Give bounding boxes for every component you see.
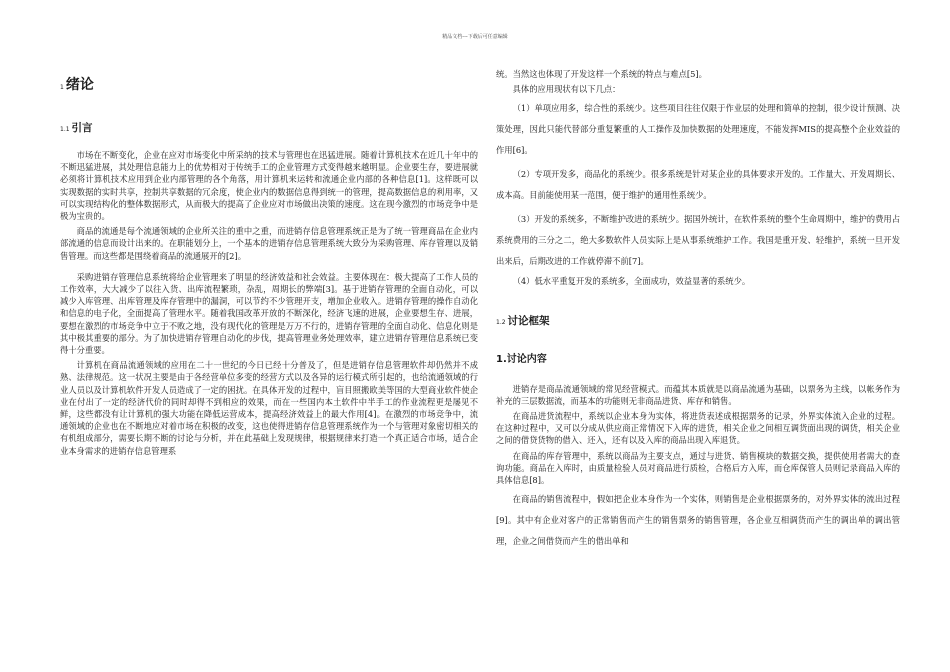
chapter-number: 1	[60, 84, 64, 91]
section-title: 引言	[71, 122, 93, 134]
list-item: （3）开发的系统多，不断维护改进的系统少。据国外统计，在软件系统的整个生命周期中，维护的费用占系统费用的三分之二，绝大多数软件人员实际上是从事系统维护工作。我国是重开发、轻维护，系统一旦开发出来后，后期改进的工作就停滞不前[7]。	[496, 214, 900, 267]
chapter-title: 绪论	[65, 77, 94, 93]
section-number: 1.2	[496, 318, 506, 326]
chapter-heading	[60, 74, 478, 94]
paragraph: 在商品进货流程中，系统以企业本身为实体，将进货表述成根据票务的记录，外界实体流入企业的过程。在这种过程中，又可以分成从供应商正常情况下入库的进货，相关企业之间相互调货面出现的调货，相关企业之间的借贷货物的借入、还入，还有以及入库的商品出现入库退货。	[496, 411, 900, 446]
paragraph: 采购进销存管理信息系统将给企业管理来了明显的经济效益和社会效益。主要体现在：极大提高了工作人员的工作效率，大大减少了以往入货、出库流程繁琐，杂乱，周期长的弊端[3]。基于进销存管理的全面自动化，可以减少入库管理、出库管理及库存管理中的漏洞，可以节约不少管理开支，增加企业收入。进销存管理的操作自动化和信息的电子化，全面提高了管理水平。随着我国改革开放的不断深化，经济飞速的进展，企业要想生存、进展，要想在激烈的市场竞争中立于不败之地，没有现代化的管理是万万不行的，进销存管理的全面自动化、信息化则是其中极其重要的部分。为了加快进销存管理自动化的步伐，提高管理业务处理效率，建立进销存管理信息系统已变得十分重要。	[60, 271, 478, 356]
section-title: 讨论框架	[507, 314, 550, 327]
paragraph: 商品的流通是每个流通领域的企业所关注的重中之重，而进销存信息管理系统正是为了统一管理商品在企业内部流通的信息而设计出来的。在职能划分上，一个基本的进销存信息管理系统大致分为采购管理、库存管理以及销售管理。而这些都是围绕着商品的流通展开的[2]。	[60, 226, 478, 261]
right-column	[496, 68, 900, 654]
page-header: 精品文档---下载后可任意编辑	[442, 34, 508, 40]
list-item: （1）单项应用多，综合性的系统少。这些项目往往仅限于作业层的处理和简单的控制，很少设计预测、决策处理，因此只能代替部分重复繁重的人工操作及加快数据的处理速度，不能发挥MIS的提高整个企业效益的作用[6]。	[496, 103, 900, 156]
paragraph: 在商品的销售流程中，假如把企业本身作为一个实体，则销售是企业根据票务的，对外界实体的流出过程[9]。其中有企业对客户的正常销售而产生的销售票务的销售管理，各企业互相调货而产生的调出单的调出管理，企业之间借贷而产生的借出单和	[496, 494, 900, 547]
subsection-heading: 1.讨论内容	[496, 353, 547, 365]
list-item: （2）专项开发多，商品化的系统少。很多系统是针对某企业的具体要求开发的。工作量大、开发周期长、成本高。目前能使用某一范围，便于维护的通用性系统少。	[496, 169, 900, 201]
section-heading-intro	[60, 120, 478, 135]
paragraph: 计算机在商品流通领域的应用在二十一世纪的今日已经十分普及了，但是进销存信息管理软件却仍然并不成熟、法律规范。这一状况主要是由于各经营单位多变的经营方式以及各异的运行模式所引起的，也给流通领域的行业人员以及计算机软件开发人员造成了一定的困扰。在具体开发的过程中，盲目照搬欧美等国的大型商业软件使企业在付出了一定的经济代价的同时却得不到相应的效果，而在一些国内本土软件中半手工的作业流程更是屡见不鲜，这些都没有让计算机的强大功能在降低运营成本，提高经济效益上的最大作用[4]。在激烈的市场竞争中，流通领域的企业也在不断地应对着市场在积极的改变，这也使得进销存信息管理系统作为一个与管理对象密切相关的有机组成部分，需要长期不断的讨论与分析，并在此基础上发现规律，根据规律来打造一个真正适合市场，适合企业本身需求的进销存信息管理系	[60, 360, 478, 456]
paragraph: 统。当然这也体现了开发这样一个系统的特点与难点[5]。	[496, 69, 707, 79]
paragraph: 进销存是商品流通领域的常见经营模式。而蕴其本质就是以商品流通为基础，以票务为主线，以帐务作为补充的三层数据流，而基本的功能则无非商品进货、库存和销售。	[496, 383, 900, 406]
section-number: 1.1	[60, 126, 70, 133]
paragraph: 具体的应用现状有以下几点：	[512, 84, 621, 95]
paragraph: 市场在不断变化，企业在应对市场变化中所采纳的技术与管理也在迅猛进展。随着计算机技术在近几十年中的不断迅猛进展，其处理信息能力上的优势相对于传统手工的企业管理方式变得越来越明显。企业要生存，要进展就必须将计算机技术应用到企业内部管理的各个角落，用计算机来运转和流通企业内部的各种信息[1]。这样既可以实现数据的实时共享，控制共享数据的冗余度，使企业内的数据信息得到统一的管理，提高数据信息的利用率，又可以实现结构化的整体数据形式，从而极大的提高了企业应对市场做出决策的速度。这在现今激烈的市场竞争中是极为宝贵的。	[60, 150, 478, 222]
left-column	[60, 66, 478, 654]
section-heading-framework	[496, 313, 900, 328]
paragraph: 在商品的库存管理中，系统以商品为主要支点，通过与进货、销售模块的数据交换，提供使用者需大的查询功能。商品在入库时，由质量检验人员对商品进行质检，合格后方入库，而仓库保管人员则记录商品入库的具体信息[8]。	[496, 450, 900, 486]
list-item: （4）低水平重复开发的系统多，全面成功，效益显著的系统少。	[512, 276, 751, 287]
